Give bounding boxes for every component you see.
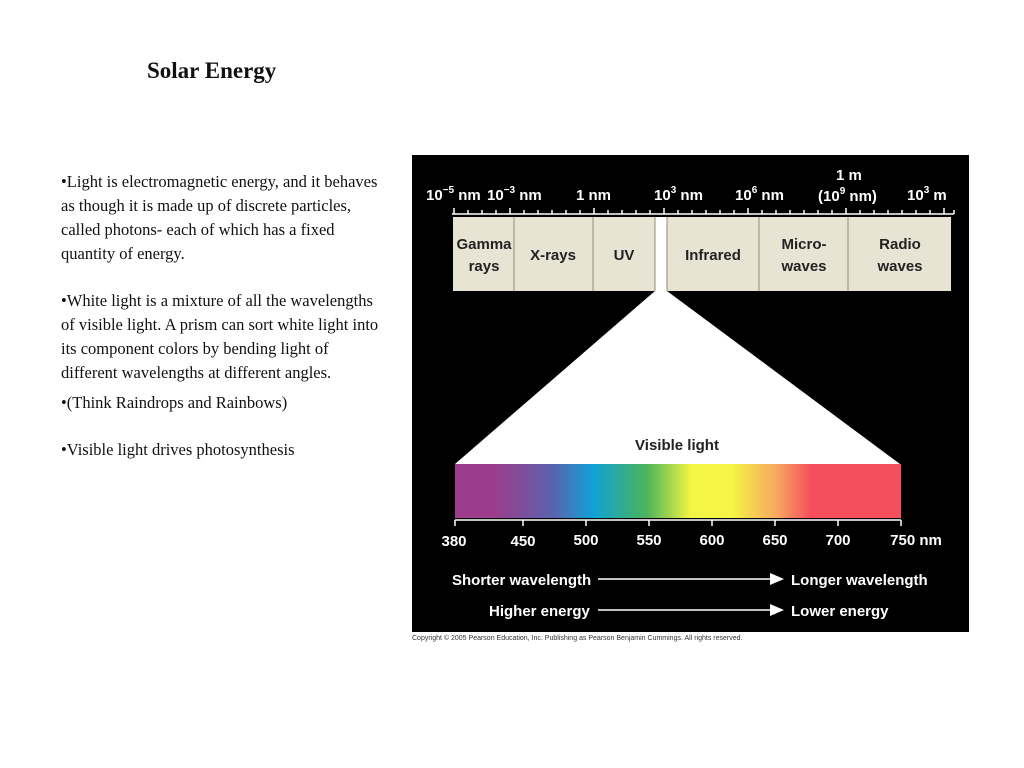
electromagnetic-spectrum-figure [412,155,969,632]
tick-label-700: 700 [825,532,851,549]
bullet-item: •Visible light drives photosynthesis [61,440,295,459]
band-microwaves-label: waves [781,258,827,275]
top-scale-axis [452,208,954,214]
shorter-wavelength-label: Shorter wavelength [452,572,592,589]
band-gamma-label: rays [468,258,500,275]
scale-label-1e9nm: ($10^9$ nm) [818,186,877,205]
scale-label-1e6nm: $10^6$ nm [735,185,784,204]
tick-label-550: 550 [636,532,662,549]
copyright-notice: Copyright © 2005 Pearson Education, Inc. Publishing as Pearson Benjamin Cummings. All rights reserved. [412,635,743,642]
tick-label-500: 500 [573,532,599,549]
tick-label-600: 600 [699,532,725,549]
tick-label-750nm: 750 nm [890,532,942,549]
scale-label-1nm: 1 nm [576,187,612,204]
arrow-right-icon [598,573,784,585]
tick-label-450: 450 [510,533,536,550]
scale-label-1m: 1 m [836,167,862,184]
band-xrays-label: X-rays [530,247,576,264]
band-uv-label: UV [613,247,635,264]
band-radio-label: waves [877,258,923,275]
slide-title: Solar Energy [147,58,277,83]
band-radio-label: Radio [879,236,921,253]
bullet-item: •White light is a mixture of all the wavelengths of visible light. A prism can sort white light into its component colors by bending light of different wavelengths at different angles. [61,291,379,382]
bullet-item: •Light is electromagnetic energy, and it behaves as though it is made up of discrete particles, called photons- each of which has a fixed quantity of energy. [61,172,378,263]
tick-label-650: 650 [762,532,788,549]
scale-label-1e3m: $10^3$ m [907,185,947,204]
visible-light-title: Visible light [635,437,719,454]
scale-label-1e-3nm: $10^{-3}$ nm [487,185,542,204]
bullet-item: •(Think Raindrops and Rainbows) [61,393,288,412]
visible-band-slot [655,217,667,291]
bullet-list [61,170,379,462]
visible-spectrum-bar [455,464,901,518]
scale-label-1e-5nm: $10^{-5}$ nm [426,185,481,204]
higher-energy-label: Higher energy [489,603,590,620]
scale-label-1e3nm: $10^3$ nm [654,185,703,204]
band-infrared-label: Infrared [685,247,741,264]
arrow-right-icon [598,604,784,616]
band-gamma-label: Gamma [456,236,512,253]
longer-wavelength-label: Longer wavelength [791,572,928,589]
spectrum-bands [453,217,951,291]
visible-axis [455,520,901,526]
lower-energy-label: Lower energy [791,603,889,620]
tick-label-380: 380 [441,533,467,550]
band-microwaves-label: Micro- [781,236,827,253]
spectrum-diagram [412,155,969,632]
